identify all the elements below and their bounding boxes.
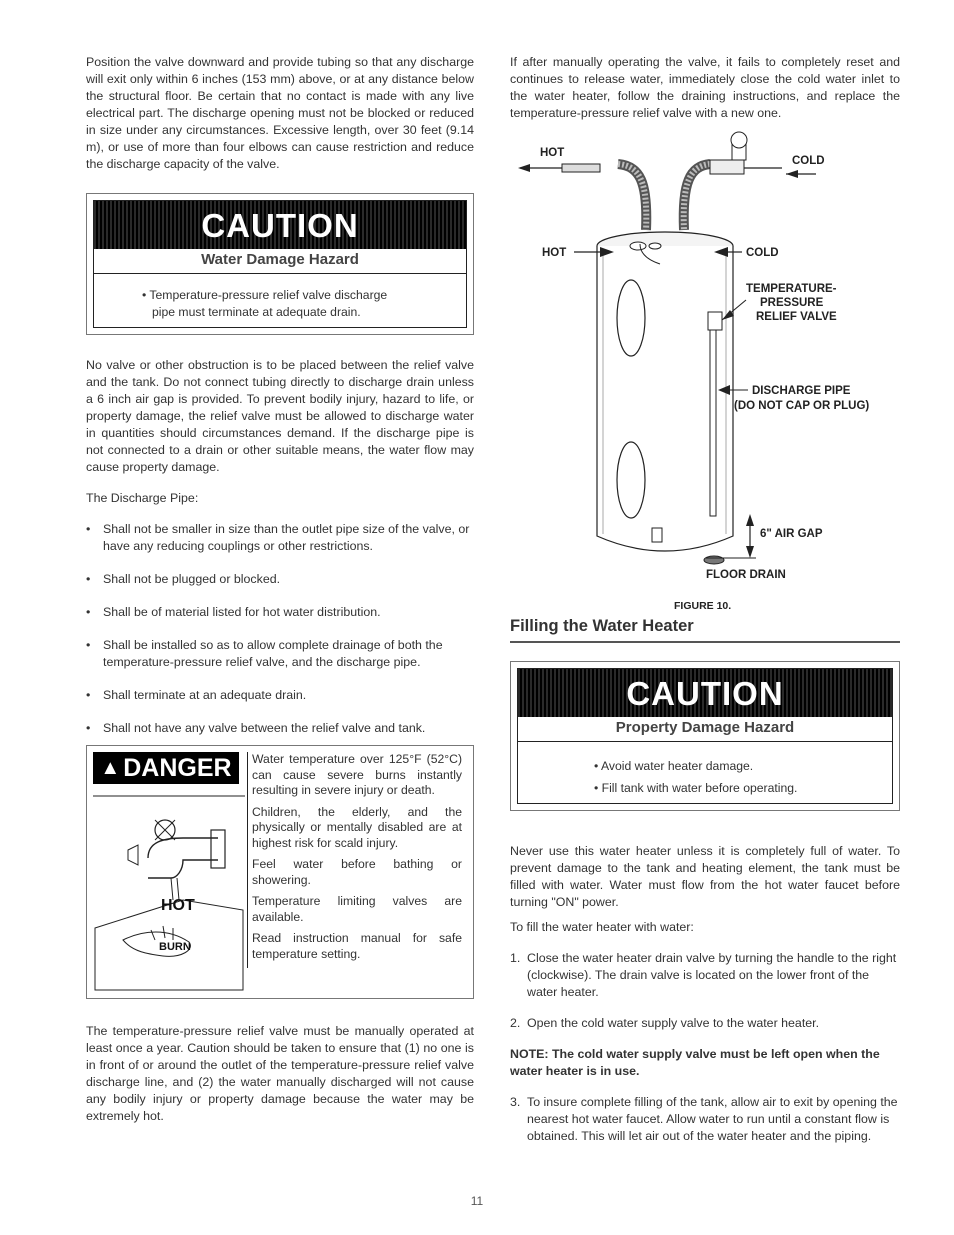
caution-property-damage-box bbox=[510, 661, 900, 811]
hot-top-label: HOT bbox=[540, 147, 565, 159]
hazard-line: pipe must terminate at adequate drain. bbox=[152, 305, 361, 319]
fill-steps-continued bbox=[510, 1094, 900, 1145]
hazard-list bbox=[594, 755, 797, 799]
hazard-line: • Fill tank with water before operating. bbox=[594, 781, 798, 795]
fill-steps bbox=[510, 950, 900, 1032]
lower-element-cover bbox=[617, 442, 645, 518]
cold-side-label: COLD bbox=[746, 247, 779, 259]
danger-paragraph: Feel water before bathing or showering. bbox=[252, 857, 462, 887]
floor-drain bbox=[704, 556, 724, 564]
tp-relief-valve bbox=[708, 312, 722, 330]
hazard-divider bbox=[518, 741, 892, 742]
floor-drain-label: FLOOR DRAIN bbox=[706, 569, 786, 581]
water-heater-figure bbox=[510, 134, 900, 612]
step-text: To insure complete filling of the tank, allow air to exit by opening the nearest hot water faucet. Allow water to run until a constant flow is obtained. This will let air out of the water heater and the piping. bbox=[527, 1095, 898, 1143]
hazard-title: Property Damage Hazard bbox=[615, 719, 795, 736]
caution-word: CAUTION bbox=[626, 674, 784, 712]
step-number: 2. bbox=[510, 1016, 521, 1030]
discharge-pipe-list bbox=[86, 521, 474, 737]
discharge-label-line2: (DO NOT CAP OR PLUG) bbox=[734, 400, 870, 412]
hot-arrow-head bbox=[518, 164, 530, 172]
hazard-line: • Avoid water heater damage. bbox=[594, 759, 754, 773]
danger-text bbox=[247, 752, 462, 968]
discharge-position-paragraph: Position the valve downward and provide tubing so that any discharge will exit only within 6 inches (153 mm) above, or at any distance below the structural floor. Be certain that no contact is made with any live electrical part. The discharge opening must not be blocked or reduced in size under any circumstances. Excessive length, over 30 feet (9.14 m), or use of more than four elbows can cause restriction and reduce the discharge capacity of the valve. bbox=[86, 55, 474, 171]
cold-top-label: COLD bbox=[792, 155, 825, 167]
list-item bbox=[510, 1015, 900, 1032]
discharge-label-line1: DISCHARGE PIPE bbox=[752, 385, 851, 397]
fill-intro: To fill the water heater with water: bbox=[510, 920, 694, 934]
step-number: 3. bbox=[510, 1095, 521, 1109]
manual-operation-paragraph: The temperature-pressure relief valve must be manually operated at least once a year. Caution should be taken to ensure that (1) no one is in front of or around the outlet of the temperature-pressure relief valve discharge line, and (2) the water manually discharged will not cause any bodily injury or property damage because the water may be extremely hot. bbox=[86, 1024, 474, 1123]
list-item: • Shall not have any valve between the relief valve and tank. bbox=[86, 720, 474, 737]
danger-banner bbox=[93, 752, 239, 784]
discharge-pipe-intro: The Discharge Pipe: bbox=[86, 491, 199, 505]
hot-side-label: HOT bbox=[542, 247, 567, 259]
danger-word: DANGER bbox=[123, 753, 232, 782]
step-number: 1. bbox=[510, 951, 521, 965]
tpr-label-line2: PRESSURE bbox=[760, 297, 824, 309]
never-use-paragraph: Never use this water heater unless it is completely full of water. To prevent damage to the tank and heating element, the tank must be filled with water. Water must flow from the hot water faucet before turning "ON" power. bbox=[510, 844, 900, 909]
discharge-pipe bbox=[710, 330, 716, 516]
caution-water-damage-box bbox=[86, 193, 474, 335]
hazard-title: Water Damage Hazard bbox=[201, 251, 359, 268]
list-item: • Shall terminate at an adequate drain. bbox=[86, 687, 474, 704]
list-item: • Shall not be smaller in size than the outlet pipe size of the valve, or have any reducing couplings or other restrictions. bbox=[86, 521, 474, 555]
upper-element-cover bbox=[617, 280, 645, 356]
air-gap-label: 6" AIR GAP bbox=[760, 528, 823, 540]
caution-banner bbox=[94, 201, 466, 249]
relief-valve-paragraph: No valve or other obstruction is to be placed between the relief valve and the tank. Do not connect tubing directly to discharge drain unless a 6 inch air gap is provided. To prevent bodily injury, hazard to life, or property damage, the relief valve must be allowed to discharge water in quantities should circumstances demand. If the discharge pipe is not connected to a drain or other suitable means, the water flow may cause property damage. bbox=[86, 358, 474, 474]
caution-inner-frame bbox=[517, 668, 893, 804]
list-item: • Shall not be plugged or blocked. bbox=[86, 571, 474, 588]
tpr-label-line3: RELIEF VALVE bbox=[756, 311, 837, 323]
danger-paragraph: Water temperature over 125°F (52°C) can cause severe burns instantly resulting in severe injury or death. bbox=[252, 752, 462, 797]
list-item: • Shall be of material listed for hot water distribution. bbox=[86, 604, 474, 621]
caution-inner-frame bbox=[93, 200, 467, 328]
section-title: Filling the Water Heater bbox=[510, 618, 900, 643]
hazard-list bbox=[142, 287, 387, 321]
caution-word: CAUTION bbox=[201, 206, 359, 244]
tpr-label-line1: TEMPERATURE- bbox=[746, 283, 837, 295]
left-column bbox=[86, 54, 474, 1139]
caution-banner bbox=[518, 669, 892, 717]
danger-paragraph: Children, the elderly, and the physically or mentally disabled are at highest risk for scald injury. bbox=[252, 804, 462, 850]
step-text: Close the water heater drain valve by turning the handle to the right (clockwise). The drain valve is located on the lower front of the water heater. bbox=[527, 951, 897, 999]
list-item bbox=[510, 1094, 900, 1145]
hazard-divider bbox=[94, 273, 466, 274]
note-paragraph: NOTE: The cold water supply valve must be left open when the water heater is in use. bbox=[510, 1047, 880, 1078]
burn-label: BURN bbox=[159, 941, 191, 953]
page-number: 11 bbox=[470, 1194, 484, 1208]
warning-triangle-icon: ▲ bbox=[100, 756, 121, 779]
step-text: Open the cold water supply valve to the water heater. bbox=[527, 1016, 820, 1030]
hazard-line: • Temperature-pressure relief valve discharge bbox=[142, 288, 388, 302]
hot-label: HOT bbox=[161, 897, 195, 914]
danger-paragraph: Temperature limiting valves are available. bbox=[252, 894, 462, 924]
valve-reset-paragraph: If after manually operating the valve, it fails to completely reset and continues to release water, immediately close the cold water inlet to the water heater, follow the draining instructions, and replace the temperature-pressure relief valve with a new one. bbox=[510, 55, 900, 120]
scald-faucet-illustration bbox=[93, 790, 245, 990]
list-item bbox=[510, 950, 900, 1001]
right-column bbox=[510, 54, 900, 1159]
danger-scald-box bbox=[86, 745, 474, 999]
cold-arrow-head bbox=[786, 170, 798, 178]
drain-valve bbox=[652, 528, 662, 542]
figure-caption: FIGURE 10. bbox=[674, 600, 732, 612]
danger-paragraph: Read instruction manual for safe temperature setting. bbox=[252, 931, 462, 961]
list-item: • Shall be installed so as to allow complete drainage of both the temperature-pressure relief valve, and the discharge pipe. bbox=[86, 637, 474, 671]
